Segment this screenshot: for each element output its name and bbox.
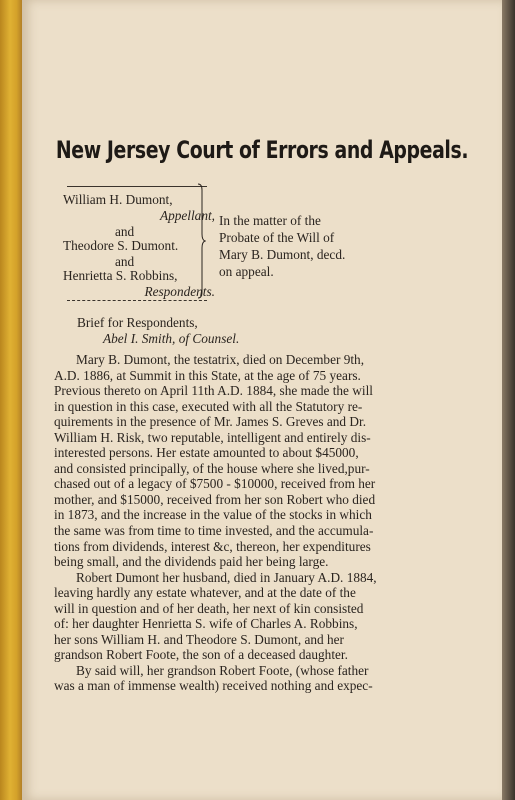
matter-caption: [219, 212, 379, 280]
text-line: Mary B. Dumont, the testatrix, died on December 9th,: [76, 352, 365, 367]
text-line: and consisted principally, of the house where she lived,pur-: [54, 460, 370, 476]
text-line: mother, and $15000, received from her son Robert who died: [54, 491, 376, 507]
book-gilt-edge: [0, 0, 22, 800]
matter-line: In the matter of the: [219, 213, 321, 228]
document-page: [22, 0, 502, 800]
page-title: New Jersey Court of Errors and Appeals.: [55, 136, 469, 164]
party-line: Respondents.: [144, 284, 215, 299]
parties-top-rule: [67, 186, 207, 187]
text-line: interested persons. Her estate amounted to about $45000,: [54, 445, 359, 461]
text-line: her sons William H. and Theodore S. Dumont, and her: [54, 631, 344, 647]
text-line: was a man of immense wealth) received nothing and expec-: [54, 678, 373, 694]
party-line: Theodore S. Dumont.: [63, 238, 179, 253]
book-right-edge: [502, 0, 515, 800]
text-line: tions from dividends, interest &c, thereon, her expenditures: [54, 538, 371, 554]
brace-icon: [196, 182, 206, 300]
text-line: in question in this case, executed with all the Statutory re-: [54, 398, 363, 414]
party-line: and: [115, 254, 135, 269]
counsel-role: of Counsel.: [178, 331, 240, 346]
text-line: quirements in the presence of Mr. James S. Greves and Dr.: [54, 414, 367, 430]
brief-heading: [77, 315, 239, 347]
party-line: Henrietta S. Robbins,: [63, 268, 178, 283]
party-line: and: [115, 224, 135, 239]
party-line: Appellant,: [159, 208, 215, 223]
brief-body: [54, 352, 494, 694]
parties-bottom-rule: [67, 300, 207, 301]
matter-line: Probate of the Will of: [219, 230, 335, 245]
matter-line: Mary B. Dumont, decd.: [219, 247, 346, 262]
text-line: will in question and of her death, her next of kin consisted: [54, 600, 364, 616]
text-line: the same was from time to time invested, and the accumula-: [54, 523, 374, 539]
party-line: William H. Dumont,: [63, 192, 173, 207]
text-line: By said will, her grandson Robert Foote, (whose father: [76, 662, 369, 678]
text-line: being small, and the dividends paid her being large.: [54, 554, 329, 570]
text-line: William H. Risk, two reputable, intelligent and entirely dis-: [54, 429, 371, 445]
brief-for-line: Brief for Respondents,: [77, 315, 198, 330]
text-line: grandson Robert Foote, the son of a deceased daughter.: [54, 647, 348, 663]
text-line: leaving hardly any estate whatever, and at the date of the: [54, 585, 356, 601]
text-line: A.D. 1886, at Summit in this State, at the age of 75 years.: [54, 367, 361, 383]
matter-line: on appeal.: [219, 264, 274, 279]
text-line: Robert Dumont her husband, died in January A.D. 1884,: [76, 569, 377, 585]
text-line: of: her daughter Henrietta S. wife of Charles A. Robbins,: [54, 616, 358, 632]
text-line: in 1873, and the increase in the value of the stocks in which: [54, 507, 372, 523]
text-line: Previous thereto on April 11th A.D. 1884, she made the will: [54, 383, 373, 399]
text-line: chased out of a legacy of $7500 - $10000, received from her: [54, 476, 376, 492]
counsel-line: [77, 331, 239, 347]
counsel-name: Abel I. Smith,: [103, 331, 176, 346]
